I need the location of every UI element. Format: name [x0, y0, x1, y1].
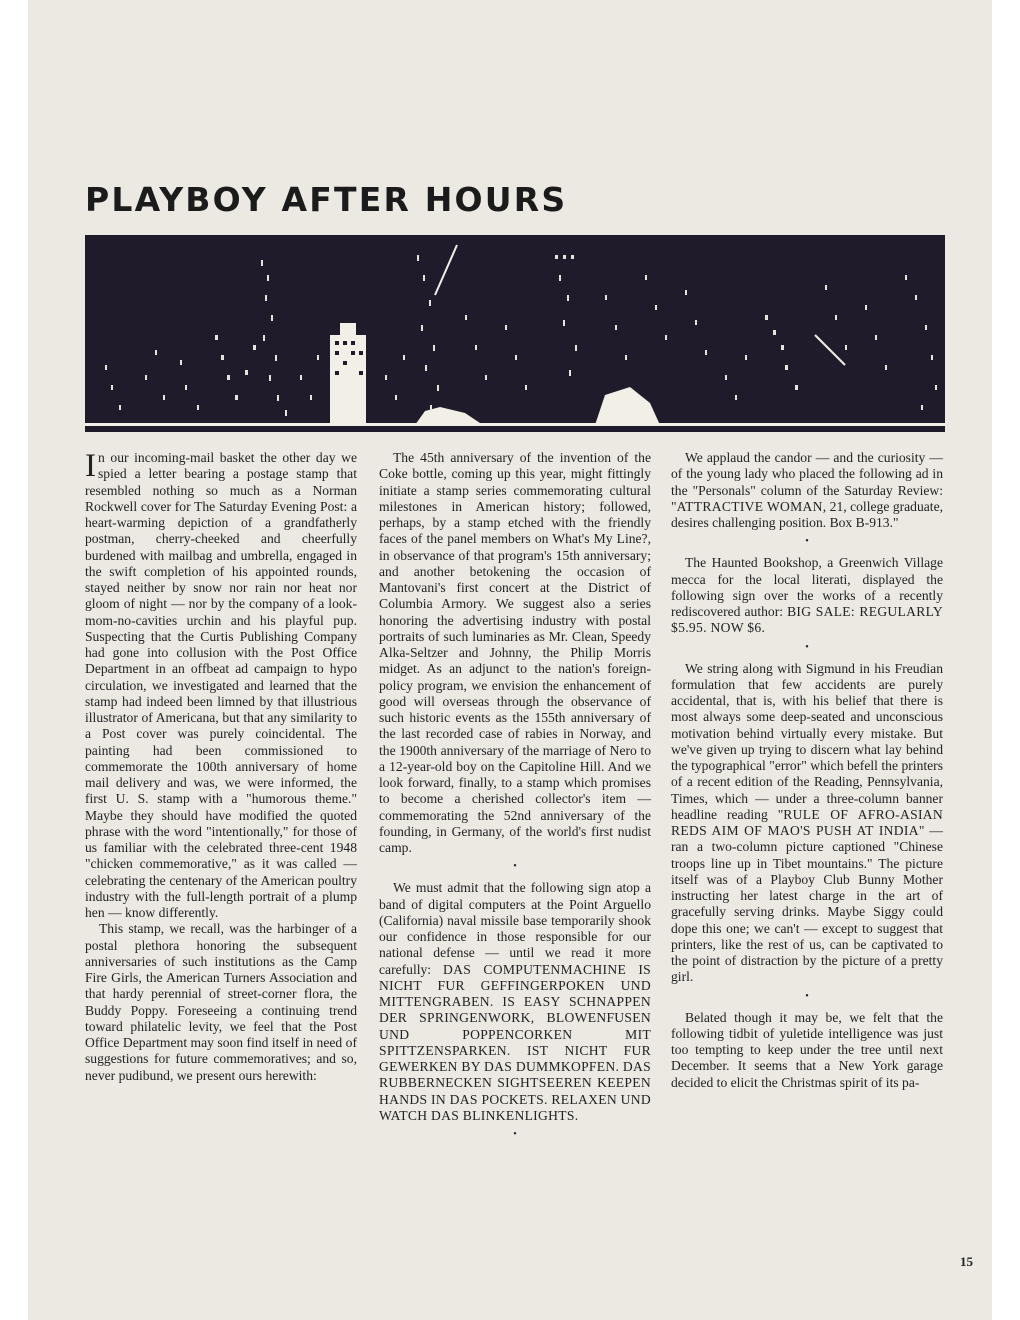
- section-headline: PLAYBOY AFTER HOURS: [85, 180, 568, 219]
- page-number: 15: [960, 1254, 973, 1269]
- section-separator: •: [513, 861, 517, 873]
- bookshop-paragraph: [671, 555, 943, 636]
- computer-sign-lead: We must admit that the following sign atop a band of digital computers at the Point Arguello (California) naval missile base temporarily shook our confidence in those responsible for our national defense — until we read it more carefully:: [379, 880, 651, 977]
- article-column-1: [85, 450, 357, 1084]
- personals-ad-lead: We applaud the candor — and the curiosity — of the young lady who placed the following ad in the "Personals" column of the Saturday Review: ": [671, 450, 943, 514]
- computer-sign-paragraph: [379, 880, 651, 1124]
- yuletide-paragraph: Belated though it may be, we felt that the following tidbit of yuletide intelligence was just too tempting to keep under the tree until next December. It seems that a New York garage decided to elicit the Christmas spirit of its pa-: [671, 1009, 943, 1090]
- stamp-story-paragraph: In our incoming-mail basket the other day we spied a letter bearing a postage stamp that resembled nothing so much as a Norman Rockwell cover for The Saturday Evening Post: a heart-warming depiction of a grandfatherly postman, cherry-cheeked and cheerfully burdened with mailbag and umbrella, engaged in the swift completion of his appointed rounds, stayed neither by snow nor rain nor heat nor gloom of night — nor by the company of a look-mom-no-cavities urchin and his playful pup. Suspecting that the Curtis Publishing Company had gone into collusion with the Post Office Department in an offbeat ad campaign to hypo circulation, we investigated and learned that the stamp had indeed been limned by that illustrious illustrator of Americana, but that any similarity to a Post cover was purely coincidental. The painting had been commissioned to commemorate the 100th anniversary of home mail delivery and was, we were informed, the first U. S. stamp with a "humorous theme." Maybe they should have modified the quoted phrase with the word "intentionally," for those of us familiar with the celebrated three-cent 1948 "chicken commemorative," as it was called — celebrating the centenary of the American poultry industry with the full-length portrait of a plump hen — know differently.: [85, 448, 357, 920]
- computer-sign-text: DAS COMPUTENMACHINE IS NICHT FUR GEFFINGERPOKEN UND MITTENGRABEN. IS EASY SCHNAPPEN DER SPRINGENWORK, BLOWENFUSEN UND POPPENCORKEN MIT SPITTZENSPARKEN. IST NICHT FUR GEWERKEN BY DAS DUMMKOPFEN. DAS RUBBERNECKEN SIGHTSEEREN KEEPEN HANDS IN DAS POCKETS. RELAXEN UND WATCH DAS BLINKENLIGHTS.: [379, 961, 652, 1123]
- freudian-error-paragraph: [671, 661, 943, 986]
- city-skyline-illustration: [85, 235, 945, 432]
- section-separator: •: [513, 1129, 517, 1140]
- personals-ad-tail: , 21, college graduate, desires challenging position. Box B-913.": [671, 498, 944, 530]
- article-column-3: [671, 450, 943, 1091]
- freudian-error-lead: We string along with Sigmund in his Freudian formulation that few accidents are purely accidental, that is, with his belief that there is most always some deep-seated and unconscious motivation behind virtually every mistake. But we've given up trying to discern what lay behind the typographical "error" which befell the printers of a recent edition of the Reading, Pennsylvania, Times, which — under a three-column banner headline reading ": [671, 660, 943, 822]
- bookshop-lead: The Haunted Bookshop, a Greenwich Village mecca for the local literati, displayed the following sign over the works of a recently rediscovered author:: [671, 555, 943, 619]
- section-separator: •: [805, 990, 809, 1002]
- personals-ad-quote: ATTRACTIVE WOMAN: [676, 498, 823, 514]
- freudian-error-tail: " — ran a two-column picture captioned "Chinese troops line up in Tibet mountains." The picture itself was of a Playboy Club Bunny Mother instructing her latest charge in the art of gracefully serving drinks. Maybe Siggy could dope this one; we can't — except to suggest that printers, like the rest of us, can be captivated to the point of distraction by the picture of a pretty girl.: [671, 823, 943, 985]
- personals-ad-paragraph: [671, 450, 943, 531]
- bookshop-sign: BIG SALE: REGULARLY $5.95. NOW $6.: [671, 604, 943, 636]
- section-separator: •: [805, 536, 809, 548]
- section-separator: •: [805, 641, 809, 653]
- banner-headline-quote: RULE OF AFRO-ASIAN REDS AIM OF MAO'S PUSH AT INDIA: [671, 806, 944, 838]
- commemorative-ideas-paragraph: The 45th anniversary of the invention of the Coke bottle, coming up this year, might fittingly initiate a stamp series commemorating cultural milestones in American history; followed, perhaps, by a stamp etched with the friendly faces of the panel members on What's My Line?, in observance of that program's 15th anniversary; and another betokening the occasion of Mantovani's first concert at the District of Columbia Armory. We suggest also a series honoring the advertising industry with postal portraits of such luminaries as Mr. Clean, Speedy Alka-Seltzer and Johnny, the Philip Morris midget. As an adjunct to the nation's foreign-policy program, we envision the enhancement of good will overseas through the observance of such historic events as the 155th anniversary of the last recorded case of rabies in Norway, and the 1900th anniversary of the marriage of Nero to a 12-year-old boy on the Capitoline Hill. And we look forward, finally, to a stamp which promises to become a cherished collector's item — commemorating the 52nd anniversary of the founding, in Germany, of the world's first nudist camp.: [379, 450, 651, 855]
- stamp-proposal-paragraph: This stamp, we recall, was the harbinger of a postal plethora honoring the subsequent anniversaries of such institutions as the Camp Fire Girls, the American Turners Association and that hardy perennial of street-corner flora, the Buddy Poppy. Foreseeing a continuing trend toward philatelic levity, we feel that the Post Office Department may soon find itself in need of suggestions for future commemoratives; and so, never pudibund, we present ours herewith:: [85, 921, 357, 1083]
- article-column-2: [379, 450, 651, 1148]
- skyline-drawing: [85, 235, 945, 432]
